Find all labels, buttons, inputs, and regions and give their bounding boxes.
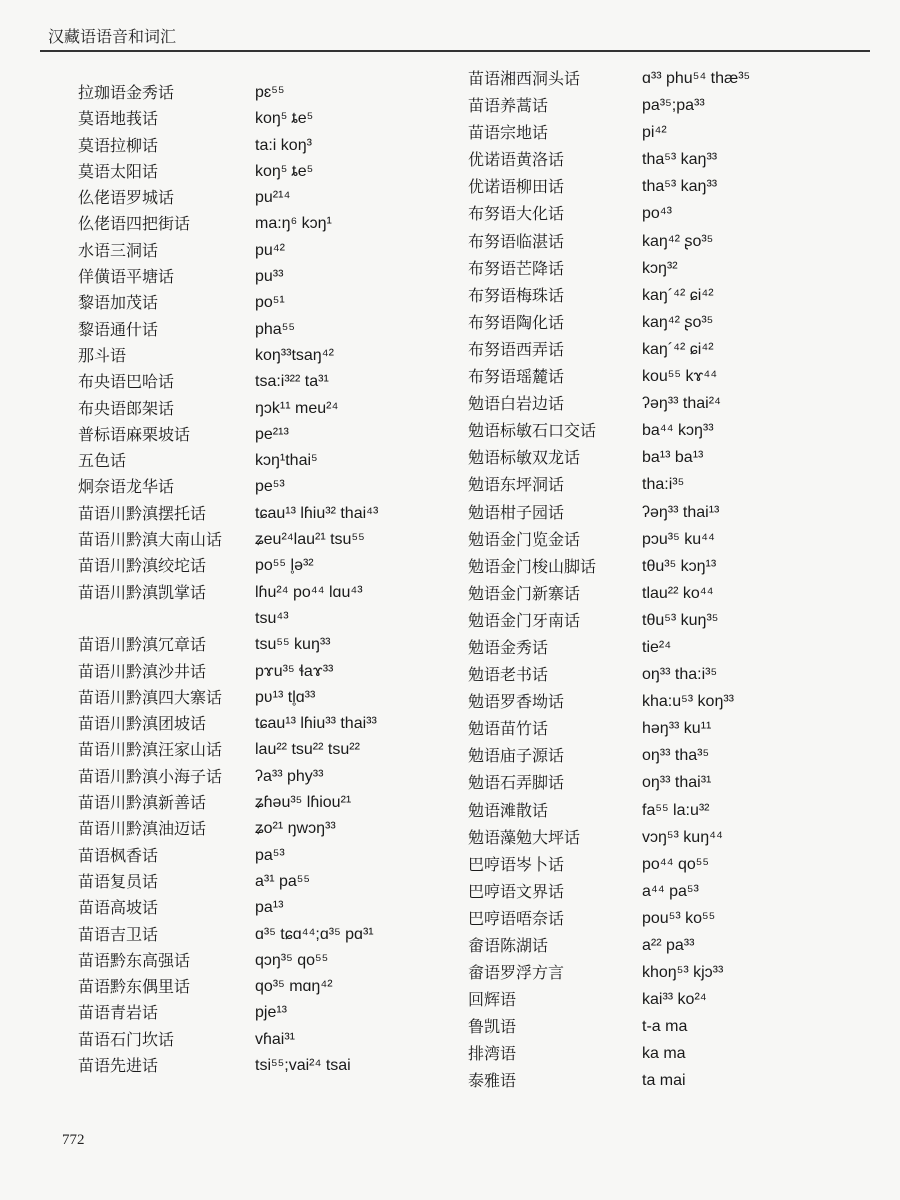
right-column bbox=[460, 66, 880, 1096]
entry-row bbox=[70, 659, 450, 685]
language-name: 苗语先进话 bbox=[78, 1055, 159, 1075]
language-name: 苗语高坡话 bbox=[78, 898, 159, 918]
language-name: 勉语柑子园话 bbox=[468, 502, 565, 522]
header-rule bbox=[40, 50, 870, 52]
language-name: 仫佬语四把街话 bbox=[78, 214, 191, 234]
left-column bbox=[70, 80, 450, 1079]
phonetic-form: tsa:i³²² ta³¹ bbox=[255, 373, 329, 391]
entry-row bbox=[70, 290, 450, 316]
entry-row bbox=[460, 147, 880, 174]
phonetic-form: ta:i koŋ³ bbox=[255, 136, 312, 154]
language-name: 莫语地莪话 bbox=[78, 109, 159, 129]
page-number: 772 bbox=[62, 1132, 85, 1148]
phonetic-form: tsu⁵⁵ kuŋ³³ bbox=[255, 636, 331, 654]
phonetic-form: tlau²² ko⁴⁴ bbox=[642, 584, 714, 602]
phonetic-form: tha⁵³ kaŋ³³ bbox=[642, 151, 718, 169]
language-name: 勉语罗香坳话 bbox=[468, 692, 565, 712]
language-name: 勉语滩散话 bbox=[468, 800, 549, 820]
entry-row bbox=[70, 685, 450, 711]
phonetic-form: pou⁵³ ko⁵⁵ bbox=[642, 909, 716, 927]
language-name: 布努语瑶麓话 bbox=[468, 367, 565, 387]
phonetic-form: kɔŋ¹thai⁵ bbox=[255, 452, 318, 470]
phonetic-form: pu⁴² bbox=[255, 241, 285, 259]
language-name: 那斗语 bbox=[78, 345, 127, 365]
phonetic-form: həŋ³³ ku¹¹ bbox=[642, 720, 712, 738]
entry-row bbox=[460, 852, 880, 879]
entry-row bbox=[70, 343, 450, 369]
language-name: 巴哼语文界话 bbox=[468, 881, 565, 901]
phonetic-form: oŋ³³ tha³⁵ bbox=[642, 747, 710, 765]
language-name: 苗语石门坎话 bbox=[78, 1029, 175, 1049]
entry-row bbox=[70, 580, 450, 606]
language-name: 勉语金门览金话 bbox=[468, 529, 581, 549]
language-name: 泰雅语 bbox=[468, 1071, 517, 1091]
phonetic-form: ka ma bbox=[642, 1045, 686, 1063]
phonetic-form: ʑo²¹ ŋwɔŋ³³ bbox=[255, 820, 336, 838]
entry-row bbox=[70, 1027, 450, 1053]
phonetic-form: koŋ⁵ ȶe⁵ bbox=[255, 110, 314, 128]
language-name: 黎语加茂话 bbox=[78, 293, 159, 313]
phonetic-form: lɦu²⁴ po⁴⁴ lɑu⁴³ bbox=[255, 583, 363, 601]
language-name: 勉语标敏石口交话 bbox=[468, 421, 597, 441]
language-name: 勉语金秀话 bbox=[468, 637, 549, 657]
entry-row bbox=[70, 1000, 450, 1026]
language-name: 炯奈语龙华话 bbox=[78, 477, 175, 497]
phonetic-form: vɦai³¹ bbox=[255, 1030, 296, 1048]
phonetic-form: a²² pa³³ bbox=[642, 937, 695, 954]
entry-row bbox=[460, 743, 880, 770]
language-name: 苗语宗地话 bbox=[468, 123, 549, 143]
entry-row bbox=[460, 933, 880, 960]
language-name: 畲语罗浮方言 bbox=[468, 963, 565, 983]
phonetic-form: kaŋ⁴² ʂo³⁵ bbox=[642, 232, 714, 250]
entry-row bbox=[460, 364, 880, 391]
entry-row bbox=[70, 974, 450, 1000]
language-name: 勉语老书话 bbox=[468, 665, 549, 685]
entry-row bbox=[460, 391, 880, 418]
entry-row bbox=[460, 608, 880, 635]
language-name: 布努语大化话 bbox=[468, 204, 565, 224]
entry-row bbox=[70, 527, 450, 553]
language-name: 苗语吉卫话 bbox=[78, 924, 159, 944]
language-name: 普标语麻栗坡话 bbox=[78, 424, 191, 444]
phonetic-form: tsu⁴³ bbox=[255, 609, 289, 627]
entry-row bbox=[460, 987, 880, 1014]
language-name: 勉语苗竹话 bbox=[468, 719, 549, 739]
entry-row bbox=[460, 418, 880, 445]
entry-row bbox=[70, 501, 450, 527]
phonetic-form: tɕau¹³ lɦiu³³ thai³³ bbox=[255, 715, 377, 733]
entry-row bbox=[460, 527, 880, 554]
entry-row bbox=[70, 843, 450, 869]
entry-row bbox=[460, 1068, 880, 1095]
language-name: 苗语川黔滇绞坨话 bbox=[78, 556, 207, 576]
phonetic-form: ŋɔk¹¹ meu²⁴ bbox=[255, 399, 339, 417]
phonetic-form: qo³⁵ mɑŋ⁴² bbox=[255, 978, 333, 996]
language-name: 勉语庙子源话 bbox=[468, 746, 565, 766]
language-name: 苗语川黔滇大南山话 bbox=[78, 530, 223, 550]
phonetic-form: oŋ³³ tha:i³⁵ bbox=[642, 666, 718, 684]
phonetic-form: ʔəŋ³³ thai²⁴ bbox=[642, 395, 721, 413]
language-name: 勉语金门牙南话 bbox=[468, 610, 581, 630]
phonetic-form: khoŋ⁵³ kjɔ³³ bbox=[642, 964, 724, 982]
phonetic-form: pa⁵³ bbox=[255, 846, 285, 864]
phonetic-form: po⁴⁴ qo⁵⁵ bbox=[642, 855, 710, 873]
language-name: 苗语川黔滇团坡话 bbox=[78, 714, 207, 734]
phonetic-form: kha:u⁵³ koŋ³³ bbox=[642, 693, 734, 711]
phonetic-form: ta mai bbox=[642, 1072, 686, 1090]
phonetic-form: ʑeu²⁴lau²¹ tsu⁵⁵ bbox=[255, 531, 365, 549]
entry-row bbox=[70, 396, 450, 422]
phonetic-form: t-a ma bbox=[642, 1018, 688, 1036]
language-name: 布努语芒降话 bbox=[468, 258, 565, 278]
phonetic-form: pje¹³ bbox=[255, 1004, 288, 1022]
entry-row bbox=[460, 120, 880, 147]
phonetic-form: ʑɦəu³⁵ lɦiou²¹ bbox=[255, 794, 352, 812]
entry-row bbox=[460, 500, 880, 527]
entry-row bbox=[460, 960, 880, 987]
language-name: 巴哼语唔奈话 bbox=[468, 908, 565, 928]
entry-row bbox=[70, 895, 450, 921]
language-name: 勉语白岩边话 bbox=[468, 394, 565, 414]
language-name: 勉语金门梭山脚话 bbox=[468, 556, 597, 576]
language-name: 仫佬语罗城话 bbox=[78, 188, 175, 208]
entry-row bbox=[70, 1053, 450, 1079]
phonetic-form: ma:ŋ⁶ kɔŋ¹ bbox=[255, 215, 332, 233]
language-name: 勉语东坪洞话 bbox=[468, 475, 565, 495]
language-name: 苗语养蒿话 bbox=[468, 96, 549, 116]
entry-row bbox=[70, 922, 450, 948]
entry-row bbox=[70, 606, 450, 632]
phonetic-form: koŋ⁵ ȶe⁵ bbox=[255, 162, 314, 180]
phonetic-form: tha⁵³ kaŋ³³ bbox=[642, 178, 718, 196]
entry-row bbox=[460, 445, 880, 472]
language-name: 排湾语 bbox=[468, 1044, 517, 1064]
phonetic-form: tsi⁵⁵;vai²⁴ tsai bbox=[255, 1056, 351, 1074]
entry-row bbox=[70, 317, 450, 343]
entry-row bbox=[70, 764, 450, 790]
language-name: 苗语川黔滇冗章话 bbox=[78, 635, 207, 655]
phonetic-form: kaŋ´⁴² ɕi⁴² bbox=[642, 340, 714, 358]
language-name: 鲁凯语 bbox=[468, 1017, 517, 1037]
entry-row bbox=[460, 879, 880, 906]
phonetic-form: kaŋ⁴² ʂo³⁵ bbox=[642, 313, 714, 331]
entry-row bbox=[460, 662, 880, 689]
entry-row bbox=[70, 369, 450, 395]
phonetic-form: pu³³ bbox=[255, 268, 284, 286]
phonetic-form: pa³⁵;pa³³ bbox=[642, 97, 705, 115]
language-name: 苗语川黔滇汪家山话 bbox=[78, 740, 223, 760]
phonetic-form: tie²⁴ bbox=[642, 638, 672, 656]
entry-row bbox=[460, 66, 880, 93]
entry-row bbox=[70, 238, 450, 264]
language-name: 勉语石弄脚话 bbox=[468, 773, 565, 793]
phonetic-form: lau²² tsu²² tsu²² bbox=[255, 741, 360, 759]
language-name: 黎语通什话 bbox=[78, 319, 159, 339]
language-name: 布央语巴哈话 bbox=[78, 372, 175, 392]
entry-row bbox=[460, 798, 880, 825]
language-name: 勉语标敏双龙话 bbox=[468, 448, 581, 468]
phonetic-form: tθu⁵³ kuŋ³⁵ bbox=[642, 611, 719, 629]
phonetic-form: ʔa³³ phy³³ bbox=[255, 767, 324, 785]
entry-row bbox=[460, 716, 880, 743]
language-name: 苗语黔东高强话 bbox=[78, 950, 191, 970]
language-name: 畲语陈湖话 bbox=[468, 936, 549, 955]
phonetic-form: koŋ³³tsaŋ⁴² bbox=[255, 346, 334, 364]
entry-row bbox=[460, 635, 880, 662]
language-name: 苗语枫香话 bbox=[78, 845, 159, 865]
language-name: 苗语川黔滇小海子话 bbox=[78, 766, 223, 786]
phonetic-form: pɔu³⁵ ku⁴⁴ bbox=[642, 530, 715, 548]
phonetic-form: ɑ³³ phu⁵⁴ thæ³⁵ bbox=[642, 70, 751, 87]
language-name: 五色话 bbox=[78, 451, 127, 471]
language-name: 莫语拉柳话 bbox=[78, 135, 159, 155]
entry-row bbox=[70, 737, 450, 763]
phonetic-form: pɛ⁵⁵ bbox=[255, 84, 285, 101]
entry-row bbox=[460, 256, 880, 283]
phonetic-form: oŋ³³ thai³¹ bbox=[642, 774, 712, 792]
language-name: 回辉语 bbox=[468, 990, 517, 1010]
phonetic-form: tθu³⁵ kɔŋ¹³ bbox=[642, 557, 717, 575]
phonetic-form: po⁴³ bbox=[642, 205, 672, 223]
entry-row bbox=[70, 790, 450, 816]
entry-row bbox=[460, 825, 880, 852]
language-name: 巴哼语岑卜话 bbox=[468, 854, 565, 874]
phonetic-form: a³¹ pa⁵⁵ bbox=[255, 872, 311, 890]
language-name: 苗语川黔滇凯掌话 bbox=[78, 582, 207, 602]
language-name: 苗语川黔滇新善话 bbox=[78, 793, 207, 813]
entry-row bbox=[70, 185, 450, 211]
phonetic-form: ʔəŋ³³ thai¹³ bbox=[642, 503, 720, 521]
entry-row bbox=[460, 554, 880, 581]
phonetic-form: ba¹³ ba¹³ bbox=[642, 449, 704, 467]
header-title: 汉藏语语音和词汇 bbox=[48, 27, 177, 46]
phonetic-form: vɔŋ⁵³ kuŋ⁴⁴ bbox=[642, 828, 723, 846]
phonetic-form: tha:i³⁵ bbox=[642, 476, 685, 494]
entry-row bbox=[70, 711, 450, 737]
language-name: 优诺语柳田话 bbox=[468, 177, 565, 197]
phonetic-form: kai³³ ko²⁴ bbox=[642, 991, 707, 1009]
language-name: 布努语临湛话 bbox=[468, 231, 565, 251]
entry-row bbox=[70, 948, 450, 974]
phonetic-form: kaŋ´⁴² ɕi⁴² bbox=[642, 286, 714, 304]
phonetic-form: po⁵⁵ l̥ə³² bbox=[255, 557, 314, 575]
entry-row bbox=[70, 106, 450, 132]
language-name: 苗语川黔滇油迈话 bbox=[78, 819, 207, 839]
language-name: 苗语复员话 bbox=[78, 871, 159, 891]
entry-row bbox=[460, 1041, 880, 1068]
entry-row bbox=[70, 211, 450, 237]
entry-row bbox=[460, 689, 880, 716]
entry-row bbox=[70, 133, 450, 159]
language-name: 布努语梅珠话 bbox=[468, 285, 565, 305]
language-name: 水语三洞话 bbox=[78, 240, 159, 260]
entry-row bbox=[460, 310, 880, 337]
phonetic-form: pʋ¹³ tl̥ɑ³³ bbox=[255, 688, 316, 706]
entry-row bbox=[70, 80, 450, 106]
entry-row bbox=[70, 869, 450, 895]
phonetic-form: pe²¹³ bbox=[255, 425, 289, 443]
phonetic-form: pɤu³⁵ ɬaɤ³³ bbox=[255, 662, 334, 680]
phonetic-form: po⁵¹ bbox=[255, 294, 285, 312]
entry-row bbox=[460, 581, 880, 608]
entry-row bbox=[70, 422, 450, 448]
language-name: 莫语太阳话 bbox=[78, 161, 159, 181]
entry-row bbox=[460, 337, 880, 364]
entry-row bbox=[70, 553, 450, 579]
language-name: 布努语陶化话 bbox=[468, 312, 565, 332]
entry-row bbox=[460, 93, 880, 120]
language-name: 布努语西弄话 bbox=[468, 339, 565, 359]
language-name: 拉珈语金秀话 bbox=[78, 83, 175, 102]
language-name: 苗语湘西洞头话 bbox=[468, 69, 581, 88]
entry-row bbox=[70, 159, 450, 185]
entry-row bbox=[70, 448, 450, 474]
entry-row bbox=[70, 264, 450, 290]
phonetic-form: pi⁴² bbox=[642, 124, 667, 142]
phonetic-form: ɑ³⁵ tɕɑ⁴⁴;ɑ³⁵ pɑ³¹ bbox=[255, 925, 374, 943]
entry-row bbox=[460, 472, 880, 499]
running-header bbox=[40, 10, 870, 54]
language-name: 佯僙语平塘话 bbox=[78, 267, 175, 287]
entry-row bbox=[460, 770, 880, 797]
phonetic-form: tɕau¹³ lɦiu³² thai⁴³ bbox=[255, 504, 379, 522]
language-name: 苗语川黔滇沙井话 bbox=[78, 661, 207, 681]
entry-row bbox=[70, 474, 450, 500]
entry-row bbox=[460, 1014, 880, 1041]
entry-row bbox=[460, 906, 880, 933]
phonetic-form: pe⁵³ bbox=[255, 478, 285, 496]
language-name: 勉语藻勉大坪话 bbox=[468, 827, 581, 847]
language-name: 布央语郎架话 bbox=[78, 398, 175, 418]
language-name: 勉语金门新寨话 bbox=[468, 583, 581, 603]
phonetic-form: pha⁵⁵ bbox=[255, 320, 295, 338]
language-name: 苗语黔东偶里话 bbox=[78, 977, 191, 997]
entry-row bbox=[70, 816, 450, 842]
phonetic-form: pa¹³ bbox=[255, 899, 284, 917]
phonetic-form: a⁴⁴ pa⁵³ bbox=[642, 882, 699, 900]
entry-row bbox=[460, 229, 880, 256]
entry-row bbox=[70, 632, 450, 658]
entry-row bbox=[460, 201, 880, 228]
phonetic-form: fa⁵⁵ la:u³² bbox=[642, 801, 710, 819]
language-name: 优诺语黄洛话 bbox=[468, 150, 565, 170]
language-name: 苗语青岩话 bbox=[78, 1003, 159, 1023]
phonetic-form: kou⁵⁵ kɤ⁴⁴ bbox=[642, 368, 718, 386]
entry-row bbox=[460, 174, 880, 201]
phonetic-form: ba⁴⁴ kɔŋ³³ bbox=[642, 422, 714, 440]
phonetic-form: pu²¹⁴ bbox=[255, 189, 291, 207]
phonetic-form: qɔŋ³⁵ qo⁵⁵ bbox=[255, 951, 329, 969]
language-name: 苗语川黔滇四大寨话 bbox=[78, 687, 223, 707]
entry-row bbox=[460, 283, 880, 310]
language-name: 苗语川黔滇摆托话 bbox=[78, 503, 207, 523]
phonetic-form: kɔŋ³² bbox=[642, 259, 678, 277]
